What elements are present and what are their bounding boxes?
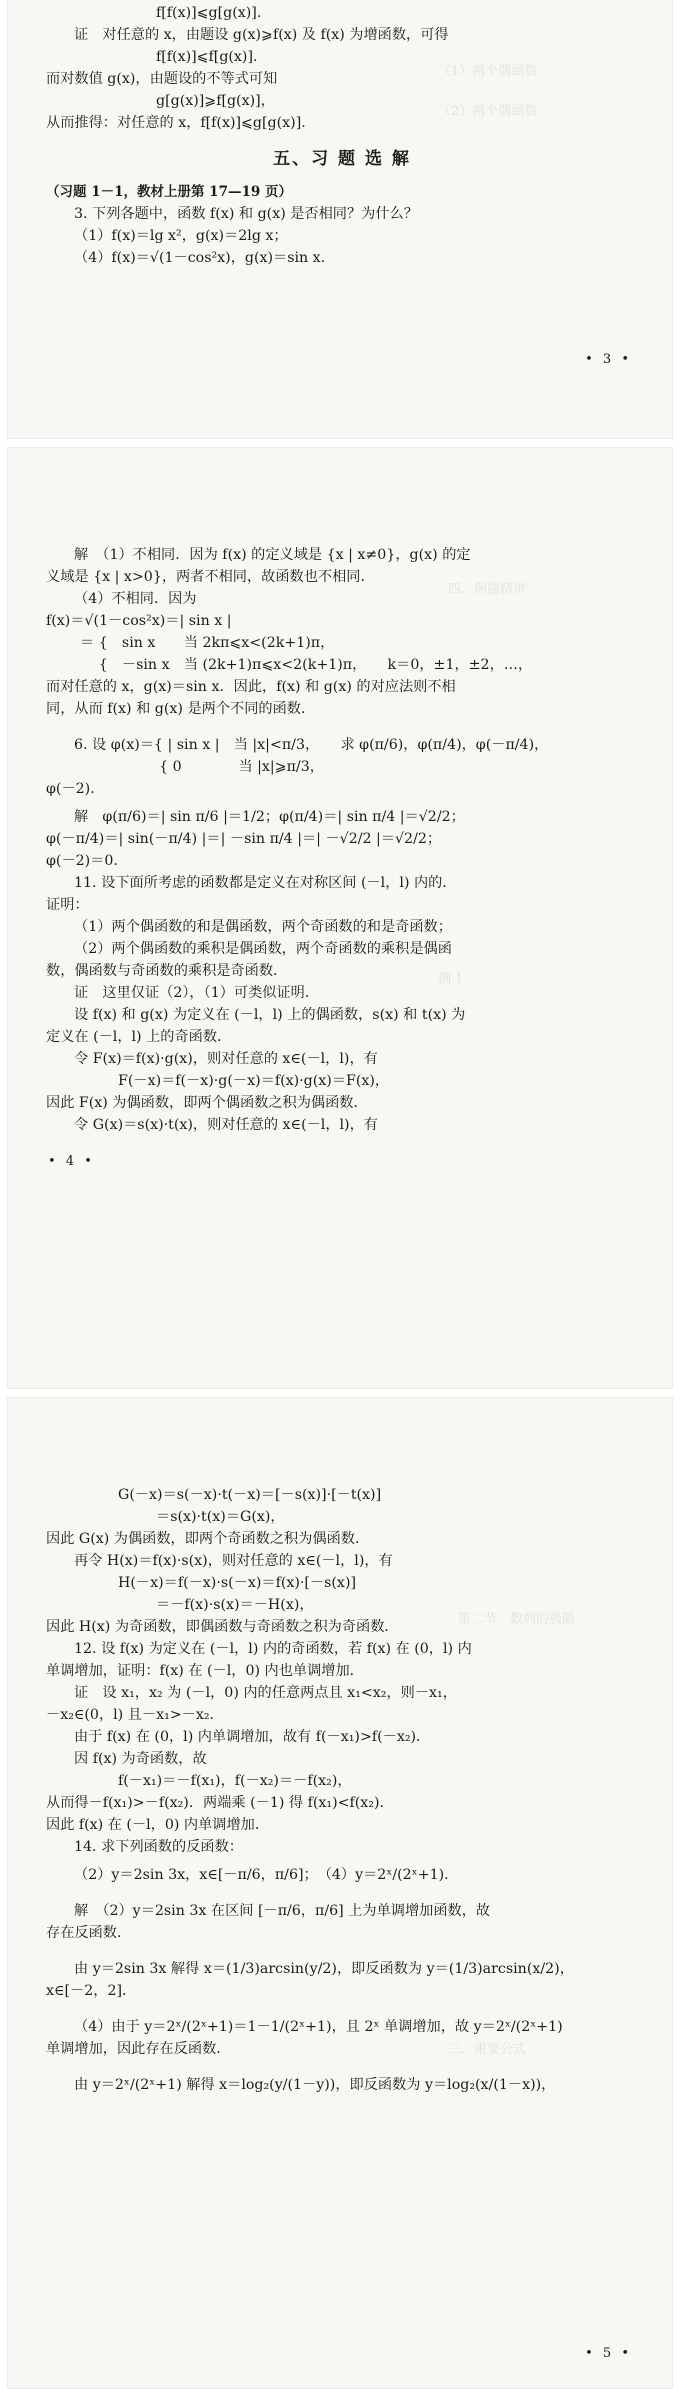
- page-number: • 4 •: [48, 1154, 95, 1169]
- formula-line: H(－x)＝f(－x)·s(－x)＝f(x)·[－s(x)]: [118, 1575, 357, 1591]
- solution-line: （4）由于 y＝2ˣ/(2ˣ+1)＝1－1/(2ˣ+1)，且 2ˣ 单调增加，故 y＝2ˣ/(2ˣ+1): [74, 2019, 563, 2035]
- question-3-part-1: （1）f(x)＝lg x²，g(x)＝2lg x；: [74, 228, 288, 244]
- formula-line: ＝s(x)·t(x)＝G(x)，: [156, 1509, 285, 1525]
- question-11: 11. 设下面所考虑的函数都是定义在对称区间 (－l，l) 内的．: [74, 875, 457, 891]
- question-11-part-2: （2）两个偶函数的乘积是偶函数，两个奇函数的乘积是偶函: [74, 941, 452, 957]
- question-6: 6. 设 φ(x)＝{ | sin x | 当 |x|<π/3， 求 φ(π/6)，φ(π/4)，φ(－π/4)，: [74, 737, 549, 753]
- proof-line: 设 f(x) 和 g(x) 为定义在 (－l，l) 上的偶函数，s(x) 和 t(x) 为: [74, 1007, 466, 1023]
- bleed-through-text: （1）两个偶函数: [438, 64, 538, 79]
- proof-line: 由于 f(x) 在 (0，l) 内单调增加，故有 f(－x₁)>f(－x₂)．: [74, 1729, 431, 1745]
- question-3: 3. 下列各题中，函数 f(x) 和 g(x) 是否相同？为什么？: [74, 206, 418, 222]
- text-line: f[f(x)]⩽f[g(x)].: [156, 49, 258, 65]
- formula-line: f(－x₁)＝－f(x₁)，f(－x₂)＝－f(x₂)，: [118, 1773, 352, 1789]
- proof-line: 定义在 (－l，l) 上的奇函数．: [46, 1029, 232, 1045]
- exercise-subheading: （习题 1－1，教材上册第 17—19 页）: [46, 184, 292, 200]
- solution-line: （4）不相同．因为: [74, 591, 197, 607]
- proof-line: 因此 F(x) 为偶函数，即两个偶函数之积为偶函数．: [46, 1095, 368, 1111]
- question-11-part-2-cont: 数，偶函数与奇函数的乘积是奇函数．: [46, 963, 288, 979]
- proof-line: 从而得－f(x₁)>－f(x₂)．两端乘 (－1) 得 f(x₁)<f(x₂)．: [46, 1795, 394, 1811]
- bleed-through-text: 第二节 数列的极限: [458, 1612, 576, 1627]
- solution-line: 存在反函数．: [46, 1925, 132, 1941]
- page-body: [46, 2, 638, 269]
- proof-line: 因此 H(x) 为奇函数，即偶函数与奇函数之积为奇函数．: [46, 1619, 399, 1635]
- proof-line: 再令 H(x)＝f(x)·s(x)，则对任意的 x∈(－l，l)，有: [74, 1553, 393, 1569]
- page-number: • 3 •: [585, 352, 632, 367]
- bleed-through-text: 三、重要公式: [448, 2042, 527, 2057]
- proof-line: 因此 f(x) 在 (－l，0) 内单调增加．: [46, 1817, 270, 1833]
- solution-line: 由 y＝2sin 3x 解得 x＝(1/3)arcsin(y/2)，即反函数为 y＝(1/3)arcsin(x/2)，: [74, 1961, 574, 1977]
- proof-line: －x₂∈(0，l) 且－x₁>－x₂．: [46, 1707, 224, 1723]
- text-line: 而对数值 g(x)，由题设的不等式可知: [46, 71, 278, 87]
- solution-line: 单调增加，因此存在反函数．: [46, 2041, 231, 2057]
- proof-line: 证 这里仅证（2），（1）可类似证明．: [74, 985, 320, 1001]
- question-12-cont: 单调增加，证明：f(x) 在 (－l，0) 内也单调增加．: [46, 1663, 364, 1679]
- text-line: g[g(x)]⩾f[g(x)]，: [156, 93, 275, 109]
- question-12: 12. 设 f(x) 为定义在 (－l，l) 内的奇函数，若 f(x) 在 (0，l) 内: [74, 1641, 472, 1657]
- formula-line: G(－x)＝s(－x)·t(－x)＝[－s(x)]·[－t(x)]: [118, 1487, 382, 1503]
- scanned-page-4: [8, 448, 672, 1388]
- proof-line: 令 G(x)＝s(x)·t(x)，则对任意的 x∈(－l，l)，有: [74, 1117, 378, 1133]
- solution-line: 解 （2）y＝2sin 3x 在区间 [－π/6，π/6] 上为单调增加函数，故: [74, 1903, 491, 1919]
- scanned-page-3: [8, 0, 672, 438]
- formula-line: ＝ { sin x 当 2kπ⩽x<(2k+1)π，: [80, 635, 335, 651]
- text-line: 从而推得：对任意的 x，f[f(x)]⩽g[g(x)].: [46, 115, 306, 131]
- question-14-parts: （2）y＝2sin 3x，x∈[－π/6，π/6]； （4）y＝2ˣ/(2ˣ+1)．: [74, 1867, 459, 1883]
- solution-line: 同，从而 f(x) 和 g(x) 是两个不同的函数．: [46, 701, 316, 717]
- section-title: 五、习 题 选 解: [273, 149, 411, 169]
- solution-line: 而对任意的 x，g(x)＝sin x．因此，f(x) 和 g(x) 的对应法则不相: [46, 679, 456, 695]
- page-number: • 5 •: [585, 2346, 632, 2361]
- solution-line: φ(－π/4)＝| sin(－π/4) |＝| －sin π/4 |＝| －√2/2 |＝√2/2；: [46, 831, 442, 847]
- solution-line: 解 （1）不相同．因为 f(x) 的定义域是 {x | x≠0}，g(x) 的定: [74, 547, 471, 563]
- bleed-through-text: 四、例题精讲: [448, 582, 527, 597]
- bleed-through-text: 例 1: [438, 972, 464, 987]
- question-6-cont: { 0 当 |x|⩾π/3，: [74, 759, 324, 775]
- proof-line: 证 设 x₁，x₂ 为 (－l，0) 内的任意两点且 x₁<x₂，则－x₁，: [74, 1685, 457, 1701]
- formula-line: ＝－f(x)·s(x)＝－H(x)，: [156, 1597, 314, 1613]
- bleed-through-text: （2）两个偶函数: [438, 104, 538, 119]
- question-6-cont: φ(－2)．: [46, 781, 105, 797]
- text-line: 证 对任意的 x，由题设 g(x)⩾f(x) 及 f(x) 为增函数，可得: [74, 27, 449, 43]
- question-3-part-4: （4）f(x)＝√(1－cos²x)，g(x)＝sin x.: [74, 250, 326, 266]
- solution-line: φ(－2)＝0．: [46, 853, 128, 869]
- formula-line: { －sin x 当 (2k+1)π⩽x<2(k+1)π， k＝0，±1，±2，…，: [80, 657, 533, 673]
- question-11-part-1: （1）两个偶函数的和是偶函数，两个奇函数的和是奇函数；: [74, 919, 452, 935]
- solution-line: 义域是 {x | x>0}，两者不相同，故函数也不相同．: [46, 569, 375, 585]
- proof-line: 因 f(x) 为奇函数，故: [74, 1751, 207, 1767]
- question-14: 14. 求下列函数的反函数：: [74, 1839, 243, 1855]
- proof-line: 令 F(x)＝f(x)·g(x)，则对任意的 x∈(－l，l)，有: [74, 1051, 378, 1067]
- solution-line: 解 φ(π/6)＝| sin π/6 |＝1/2；φ(π/4)＝| sin π/4 |＝√2/2；: [74, 809, 465, 825]
- text-line: f[f(x)]⩽g[g(x)].: [156, 5, 262, 21]
- formula-line: f(x)＝√(1－cos²x)＝| sin x |: [46, 613, 232, 629]
- question-11-cont: 证明：: [46, 897, 89, 913]
- solution-line: 由 y＝2ˣ/(2ˣ+1) 解得 x＝log₂(y/(1－y))，即反函数为 y＝log₂(x/(1－x))，: [74, 2077, 556, 2093]
- page-body: [46, 1484, 638, 2096]
- proof-line: 因此 G(x) 为偶函数，即两个奇函数之积为偶函数．: [46, 1531, 370, 1547]
- solution-line: x∈[－2，2]．: [46, 1983, 137, 1999]
- scanned-page-5: [8, 1398, 672, 2388]
- formula-line: F(－x)＝f(－x)·g(－x)＝f(x)·g(x)＝F(x)，: [118, 1073, 390, 1089]
- page-body: [46, 544, 638, 1136]
